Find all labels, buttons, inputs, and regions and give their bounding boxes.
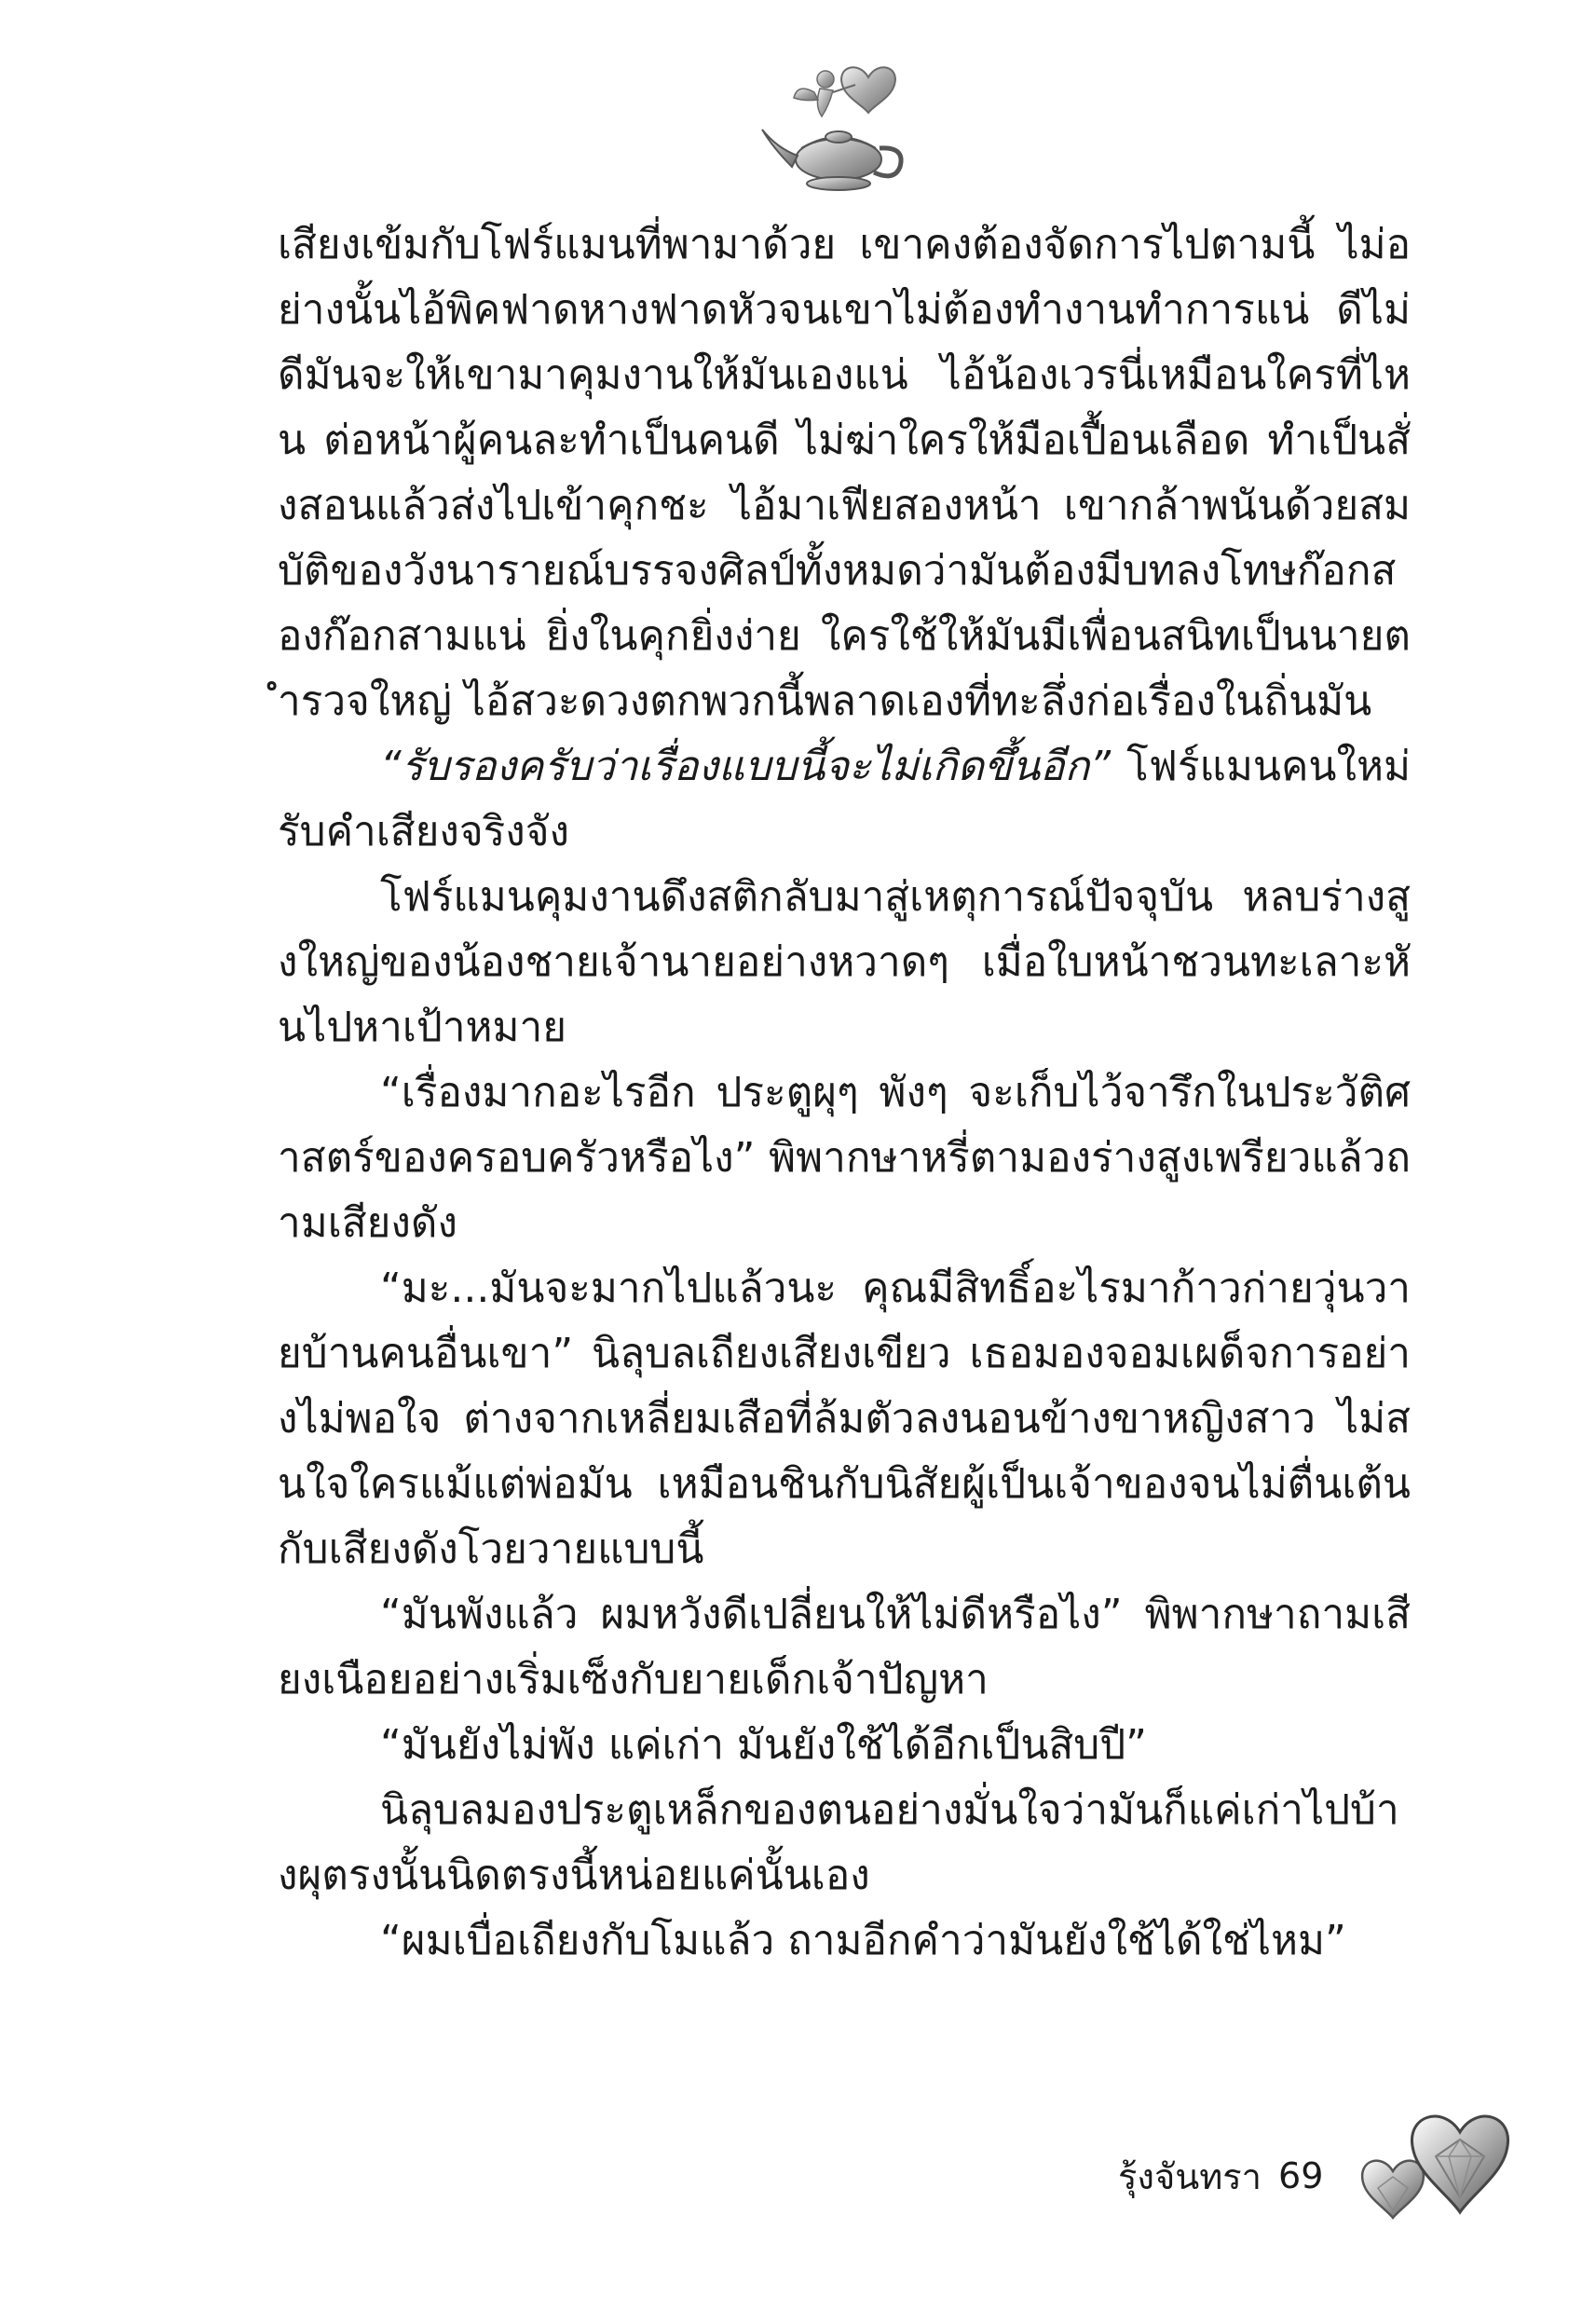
paragraph-5 [278, 1256, 1411, 1582]
diamond-hearts-icon [1356, 2095, 1528, 2244]
teapot-cupid-icon [736, 51, 922, 200]
paragraph-9-text: “ผมเบื่อเถียงกับโมแล้ว ถามอีกคำว่ามันยังใช้ได้ใช่ไหม” [380, 1917, 1346, 1964]
paragraph-9 [278, 1908, 1411, 1974]
paragraph-6-text: “มันพังแล้ว ผมหวังดีเปลี่ยนให้ไม่ดีหรือไง” พิพากษาถามเสียงเนือยอย่างเริ่มเซ็งกับยายเด็กเจ้าปัญหา [278, 1591, 1411, 1703]
paragraph-1 [278, 212, 1411, 734]
page-number: 69 [1278, 2155, 1324, 2196]
paragraph-8 [278, 1778, 1411, 1908]
paragraph-3 [278, 865, 1411, 1060]
paragraph-4-text: “เรื่องมากอะไรอีก ประตูผุๆ พังๆ จะเก็บไว้จารึกในประวัติศาสตร์ของครอบครัวหรือไง” พิพากษาหรี่ตามองร่างสูงเพรียวแล้วถามเสียงดัง [278, 1069, 1411, 1247]
paragraph-5-text: “มะ...มันจะมากไปแล้วนะ คุณมีสิทธิ์อะไรมาก้าวก่ายวุ่นวายบ้านคนอื่นเขา” นิลุบลเถียงเสียงเขียว เธอมองจอมเผด็จการอย่างไม่พอใจ ต่างจากเหลี่ยมเสือที่ล้มตัวลงนอนข้างขาหญิงสาว ไม่สนใจใครแม้แต่พ่อมัน เหมือนชินกับนิสัยผู้เป็นเจ้าของจนไม่ตื่นเต้นกับเสียงดังโวยวายแบบนี้ [278, 1265, 1411, 1573]
book-title: รุ้งจันทรา [1118, 2155, 1262, 2197]
paragraph-2-italic-quote: “รับรองครับว่าเรื่องแบบนี้จะไม่เกิดขึ้นอีก” [380, 743, 1112, 790]
paragraph-2-text: โฟร์แมนคนใหม่รับคำเสียงจริงจัง [278, 743, 1411, 855]
paragraph-7 [278, 1713, 1411, 1778]
paragraph-2 [278, 734, 1411, 865]
page-body [278, 212, 1411, 1974]
paragraph-8-text: นิลุบลมองประตูเหล็กของตนอย่างมั่นใจว่ามันก็แค่เก่าไปบ้างผุตรงนั้นนิดตรงนี้หน่อยแค่นั้นเอง [278, 1786, 1399, 1899]
paragraph-1-text: เสียงเข้มกับโฟร์แมนที่พามาด้วย เขาคงต้องจัดการไปตามนี้ ไม่อย่างนั้นไอ้พิคฟาดหางฟาดหัวจนเขาไม่ต้องทำงานทำการแน่ ดีไม่ดีมันจะให้เขามาคุมงานให้มันเองแน่ ไอ้น้องเวรนี่เหมือนใครที่ไหน ต่อหน้าผู้คนละทำเป็นคนดี ไม่ฆ่าใครให้มือเปื้อนเลือด ทำเป็นสั่งสอนแล้วส่งไปเข้าคุกชะ ไอ้มาเฟียสองหน้า เขากล้าพนันด้วยสมบัติของวังนารายณ์บรรจงศิลป์ทั้งหมดว่ามันต้องมีบทลงโทษก๊อกสองก๊อกสามแน่ ยิ่งในคุกยิ่งง่าย ใครใช้ให้มันมีเพื่อนสนิทเป็นนายตำรวจใหญ่ ไอ้สวะดวงตกพวกนี้พลาดเองที่ทะลึ่งก่อเรื่องในถิ่นมัน [278, 221, 1411, 725]
paragraph-3-text: โฟร์แมนคุมงานดึงสติกลับมาสู่เหตุการณ์ปัจจุบัน หลบร่างสูงใหญ่ของน้องชายเจ้านายอย่างหวาดๆ เมื่อใบหน้าชวนทะเลาะหันไปหาเป้าหมาย [278, 873, 1411, 1051]
paragraph-4 [278, 1060, 1411, 1256]
paragraph-7-text: “มันยังไม่พัง แค่เก่า มันยังใช้ได้อีกเป็นสิบปี” [380, 1721, 1147, 1769]
page-footer [1118, 2143, 1323, 2208]
paragraph-6 [278, 1582, 1411, 1713]
